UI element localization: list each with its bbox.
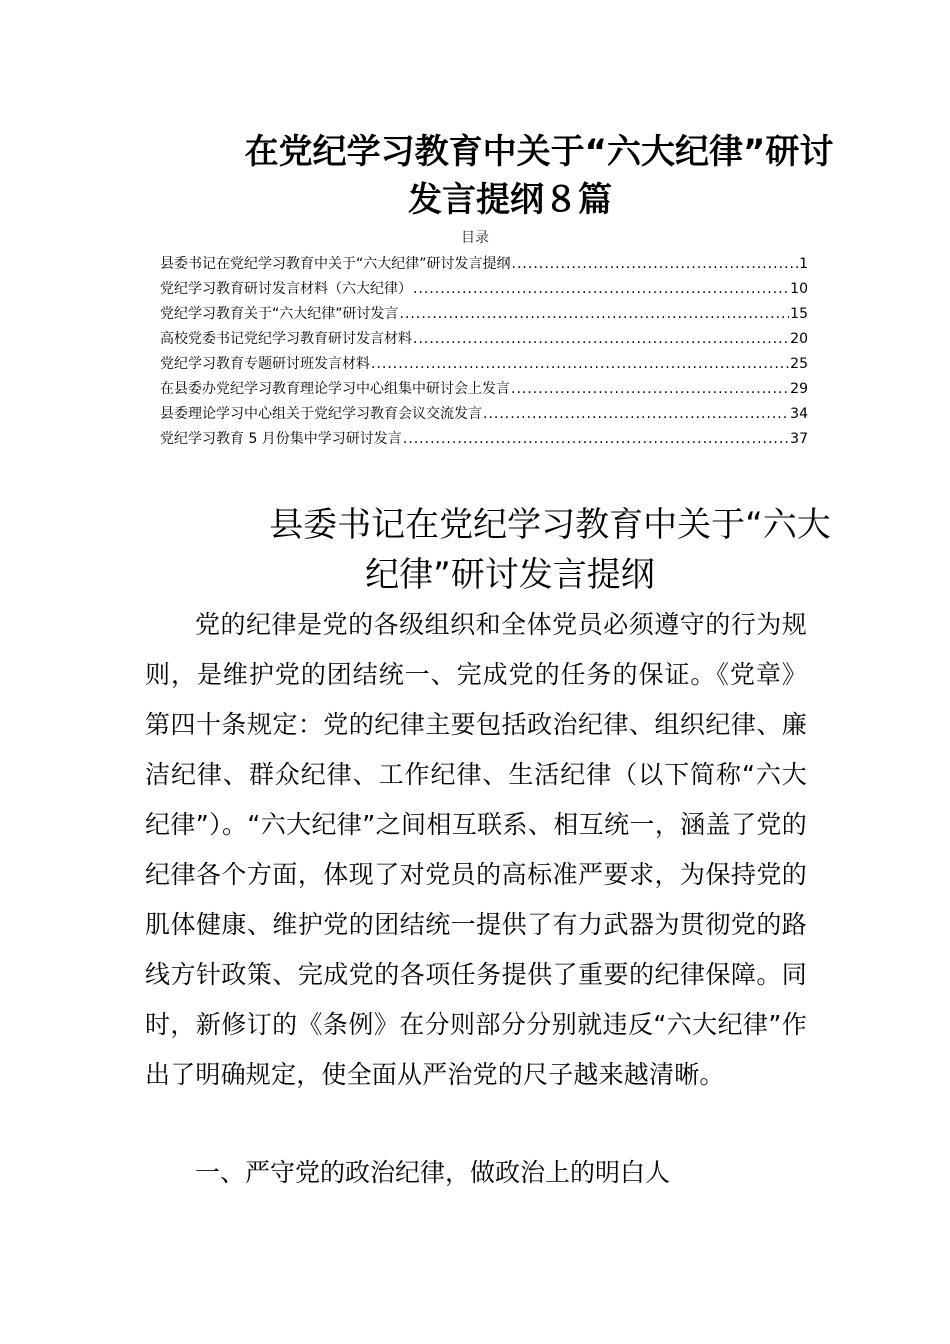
toc-leader-dots [511, 377, 789, 402]
toc-entry-page: 34 [790, 406, 808, 422]
section-title-line-2: 纪律”研讨发言提纲 [365, 555, 655, 595]
toc-leader-dots [371, 352, 789, 377]
toc-heading: 目录 [461, 230, 489, 246]
toc-entry-title: 党纪学习教育专题研讨班发言材料 [160, 356, 370, 372]
toc-entry-title: 在县委办党纪学习教育理论学习中心组集中研讨会上发言 [160, 381, 510, 397]
table-of-contents [160, 252, 808, 452]
document-title-line-1: 在党纪学习教育中关于“六大纪律”研讨 [244, 132, 834, 172]
toc-entry[interactable] [160, 427, 808, 452]
toc-leader-dots [512, 252, 799, 277]
toc-entry-title: 党纪学习教育 5 月份集中学习研讨发言 [160, 431, 402, 447]
toc-entry-page: 20 [790, 331, 808, 347]
toc-entry-title: 高校党委书记党纪学习教育研讨发言材料 [160, 331, 412, 347]
toc-entry[interactable] [160, 327, 808, 352]
toc-entry[interactable] [160, 252, 808, 277]
toc-leader-dots [413, 277, 789, 302]
toc-entry-page: 37 [790, 431, 808, 447]
toc-entry[interactable] [160, 402, 808, 427]
document-title-line-2: 发言提纲８篇 [408, 180, 612, 220]
body-paragraph: 党的纪律是党的各级组织和全体党员必须遵守的行为规则，是维护党的团结统一、完成党的任务的保证。《党章》第四十条规定：党的纪律主要包括政治纪律、组织纪律、廉洁纪律、群众纪律、工作纪律、生活纪律（以下简称“六大纪律”）。“六大纪律”之间相互联系、相互统一，涵盖了党的纪律各个方面，体现了对党员的高标准严要求，为保持党的肌体健康、维护党的团结统一提供了有力武器为贯彻党的路线方针政策、完成党的各项任务提供了重要的纪律保障。同时，新修订的《条例》在分则部分分别就违反“六大纪律”作出了明确规定，使全面从严治党的尺子越来越清晰。 [145, 610, 807, 1089]
section-title [150, 500, 870, 600]
toc-entry-page: 10 [790, 281, 808, 297]
toc-leader-dots [483, 402, 789, 427]
toc-entry-page: 1 [799, 256, 808, 272]
toc-leader-dots [400, 302, 790, 327]
toc-leader-dots [413, 327, 789, 352]
sub-heading: 一、严守党的政治纪律，做政治上的明白人 [195, 1158, 671, 1187]
toc-entry-title: 县委书记在党纪学习教育中关于“六大纪律”研讨发言提纲 [160, 256, 511, 272]
toc-entry-page: 29 [790, 381, 808, 397]
toc-entry[interactable] [160, 302, 808, 327]
toc-leader-dots [403, 427, 789, 452]
toc-entry-title: 党纪学习教育研讨发言材料（六大纪律） [160, 281, 412, 297]
toc-entry-page: 25 [790, 356, 808, 372]
toc-entry-title: 县委理论学习中心组关于党纪学习教育会议交流发言 [160, 406, 482, 422]
toc-entry[interactable] [160, 377, 808, 402]
toc-entry[interactable] [160, 352, 808, 377]
section-title-line-1: 县委书记在党纪学习教育中关于“六大 [269, 505, 831, 545]
document-title [150, 128, 870, 224]
toc-entry[interactable] [160, 277, 808, 302]
toc-entry-title: 党纪学习教育关于“六大纪律”研讨发言 [160, 306, 399, 322]
toc-entry-page: 15 [790, 306, 808, 322]
